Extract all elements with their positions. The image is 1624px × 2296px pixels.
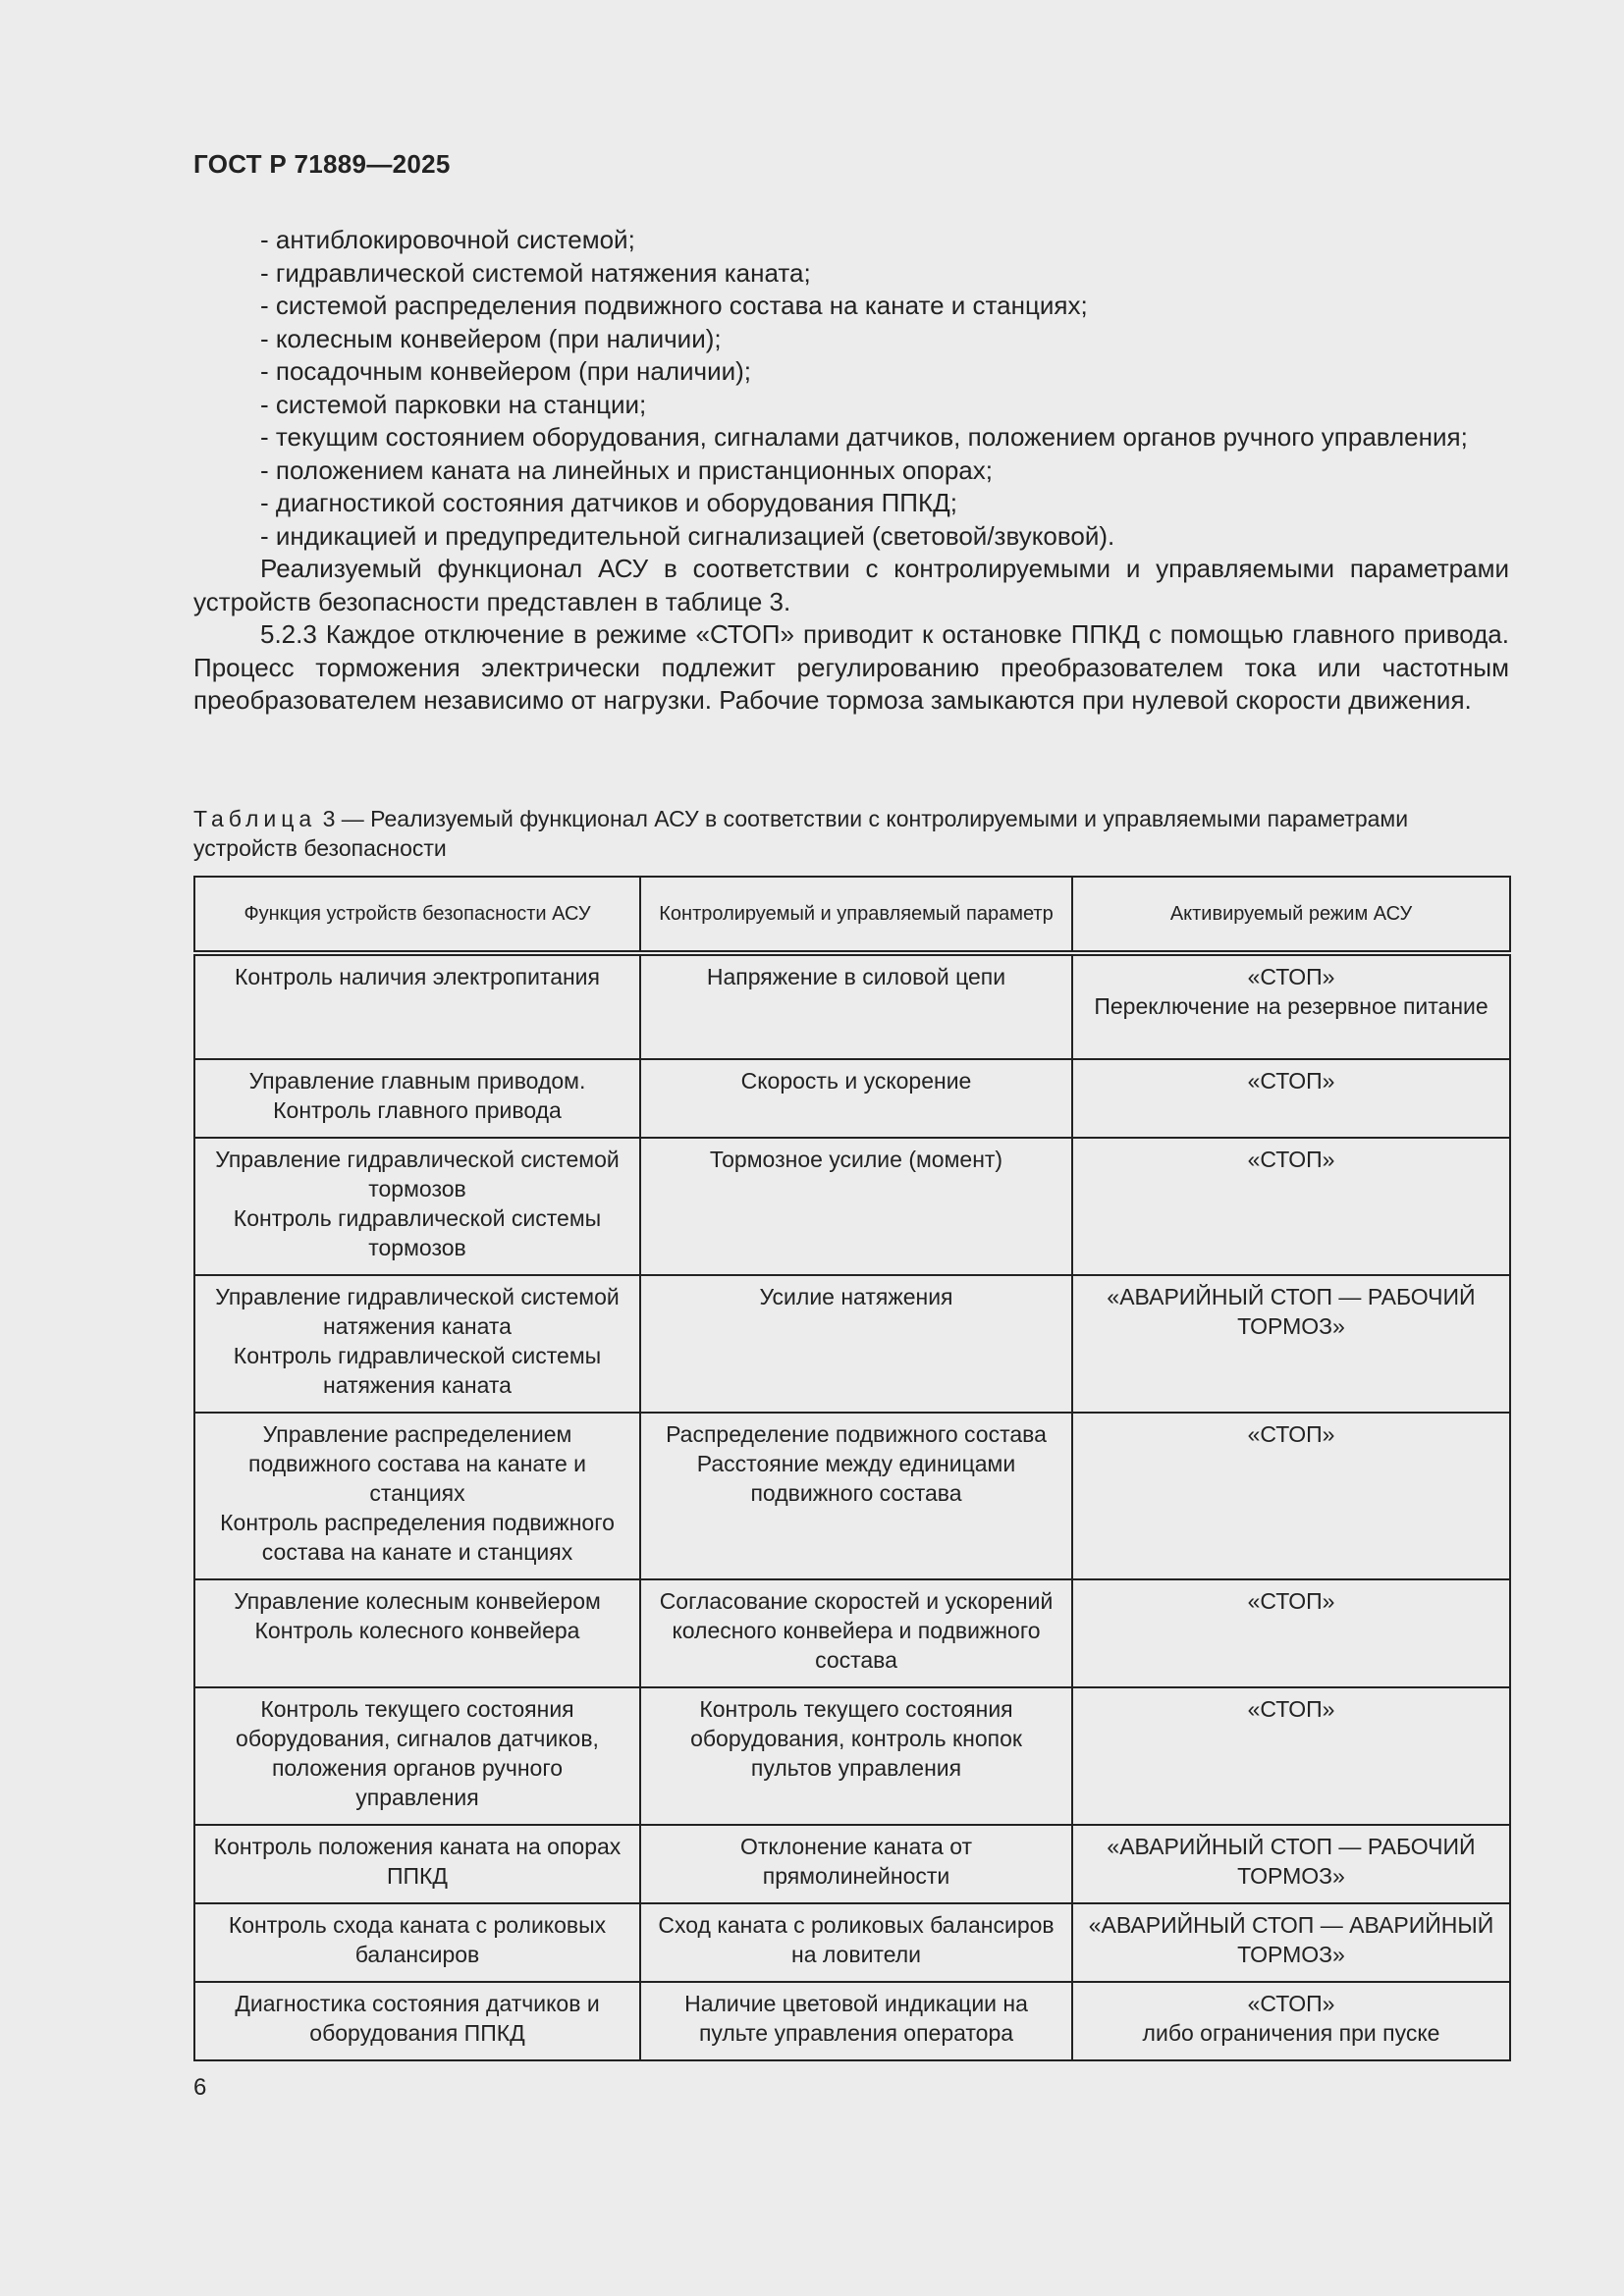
table-row <box>194 1579 1510 1687</box>
cell-line: Управление гидравлической системой натяжения каната <box>215 1284 620 1339</box>
parameter-cell <box>640 1059 1072 1138</box>
function-cell <box>194 1687 640 1825</box>
cell-line: либо ограничения при пуске <box>1142 2020 1440 2046</box>
table-body <box>194 953 1510 2060</box>
cell-line: Контроль гидравлической системы натяжения каната <box>233 1343 602 1398</box>
cell-line: «СТОП» <box>1247 1147 1335 1172</box>
mode-cell <box>1072 1687 1510 1825</box>
cell-line: Управление главным приводом. <box>248 1068 586 1094</box>
function-cell <box>194 953 640 1059</box>
cell-line: Сход каната с роликовых балансиров на ловители <box>658 1912 1055 1967</box>
body-paragraph: - посадочным конвейером (при наличии); <box>260 356 752 386</box>
cell-line: Напряжение в силовой цепи <box>706 964 1006 989</box>
cell-line: Переключение на резервное питание <box>1094 993 1489 1019</box>
cell-line: Контроль текущего состояния оборудования, контроль кнопок пультов управления <box>690 1696 1022 1781</box>
mode-cell <box>1072 1138 1510 1275</box>
cell-line: «СТОП» <box>1247 1421 1335 1447</box>
body-paragraph: 5.2.3 Каждое отключение в режиме «СТОП» приводит к остановке ППКД с помощью главного привода. Процесс торможения электрически подлежит регулированию преобразователем тока или частотным преобразователем независимо от нагрузки. Рабочие тормоза замыкаются при нулевой скорости движения. <box>193 619 1509 715</box>
parameter-cell <box>640 1275 1072 1413</box>
body-paragraph: - антиблокировочной системой; <box>260 225 635 254</box>
cell-line: «СТОП» <box>1247 1588 1335 1614</box>
table-caption-label: Таблица <box>193 806 317 831</box>
safety-functions-table <box>193 876 1511 2061</box>
parameter-cell <box>640 1138 1072 1275</box>
function-cell <box>194 1982 640 2060</box>
function-cell <box>194 1903 640 1982</box>
body-paragraph: - колесным конвейером (при наличии); <box>260 323 722 353</box>
cell-line: Контроль наличия электропитания <box>235 964 600 989</box>
cell-line: «СТОП» <box>1247 1696 1335 1722</box>
cell-line: «СТОП» <box>1247 1991 1335 2016</box>
cell-line: Управление распределением подвижного состава на канате и станциях <box>248 1421 586 1506</box>
body-text <box>193 224 1509 718</box>
mode-cell <box>1072 1059 1510 1138</box>
body-paragraph: - системой распределения подвижного состава на канате и станциях; <box>260 291 1088 320</box>
cell-line: Скорость и ускорение <box>740 1068 972 1094</box>
function-cell <box>194 1059 640 1138</box>
body-paragraph: - гидравлической системой натяжения каната; <box>260 257 811 288</box>
body-paragraph: - положением каната на линейных и пристанционных опорах; <box>260 454 993 485</box>
table-row <box>194 1413 1510 1579</box>
parameter-cell <box>640 1903 1072 1982</box>
cell-line: Контроль колесного конвейера <box>254 1618 580 1643</box>
table-header-row <box>194 877 1510 953</box>
cell-line: «СТОП» <box>1247 1068 1335 1094</box>
document-code-header: ГОСТ Р 71889—2025 <box>193 149 451 179</box>
cell-line: Усилие натяжения <box>759 1284 953 1309</box>
cell-line: Контроль гидравлической системы тормозов <box>233 1205 602 1260</box>
body-paragraph: - индикацией и предупредительной сигнализацией (световой/звуковой). <box>260 520 1115 551</box>
mode-cell <box>1072 1275 1510 1413</box>
cell-line: Управление гидравлической системой тормозов <box>215 1147 620 1201</box>
cell-line: «СТОП» <box>1247 964 1335 989</box>
table-caption <box>193 804 1509 863</box>
mode-cell <box>1072 1825 1510 1903</box>
cell-line: Распределение подвижного состава <box>666 1421 1047 1447</box>
parameter-cell <box>640 1579 1072 1687</box>
cell-line: «АВАРИЙНЫЙ СТОП — РАБОЧИЙ ТОРМОЗ» <box>1107 1834 1476 1889</box>
cell-line: Расстояние между единицами подвижного состава <box>696 1451 1016 1506</box>
parameter-cell <box>640 1825 1072 1903</box>
header-function: Функция устройств безопасности АСУ <box>194 877 640 953</box>
table-row <box>194 1903 1510 1982</box>
cell-line: Контроль главного привода <box>273 1097 562 1123</box>
body-paragraph: - системой парковки на станции; <box>260 389 647 419</box>
page-number: 6 <box>193 2074 207 2101</box>
table-row <box>194 1825 1510 1903</box>
header-parameter: Контролируемый и управляемый параметр <box>640 877 1072 953</box>
body-paragraph: - текущим состоянием оборудования, сигналами датчиков, положением органов ручного управления; <box>260 422 1468 452</box>
mode-cell <box>1072 1982 1510 2060</box>
parameter-cell <box>640 1982 1072 2060</box>
cell-line: Отклонение каната от прямолинейности <box>739 1834 973 1889</box>
table-row <box>194 1275 1510 1413</box>
cell-line: Диагностика состояния датчиков и оборудования ППКД <box>235 1991 600 2046</box>
header-mode: Активируемый режим АСУ <box>1072 877 1510 953</box>
cell-line: Тормозное усилие (момент) <box>709 1147 1003 1172</box>
cell-line: Согласование скоростей и ускорений колесного конвейера и подвижного состава <box>659 1588 1054 1673</box>
function-cell <box>194 1413 640 1579</box>
table-row <box>194 1687 1510 1825</box>
cell-line: Контроль схода каната с роликовых балансиров <box>228 1912 607 1967</box>
body-paragraph: Реализуемый функционал АСУ в соответствии с контролируемыми и управляемыми параметрами устройств безопасности представлен в таблице 3. <box>193 554 1509 616</box>
parameter-cell <box>640 953 1072 1059</box>
cell-line: «АВАРИЙНЫЙ СТОП — РАБОЧИЙ ТОРМОЗ» <box>1107 1284 1476 1339</box>
function-cell <box>194 1579 640 1687</box>
cell-line: Наличие цветовой индикации на пульте управления оператора <box>684 1991 1028 2046</box>
table-row <box>194 1138 1510 1275</box>
parameter-cell <box>640 1413 1072 1579</box>
table-row <box>194 1059 1510 1138</box>
cell-line: «АВАРИЙНЫЙ СТОП — АВАРИЙНЫЙ ТОРМОЗ» <box>1088 1912 1494 1967</box>
mode-cell <box>1072 1579 1510 1687</box>
cell-line: Контроль положения каната на опорах ППКД <box>213 1834 622 1889</box>
table-caption-text: 3 — Реализуемый функционал АСУ в соответствии с контролируемыми и управляемыми параметрами устройств безопасности <box>193 806 1409 861</box>
table-row <box>194 1982 1510 2060</box>
mode-cell <box>1072 953 1510 1059</box>
cell-line: Контроль текущего состояния оборудования, сигналов датчиков, положения органов ручного управления <box>236 1696 599 1810</box>
mode-cell <box>1072 1413 1510 1579</box>
cell-line: Управление колесным конвейером <box>234 1588 601 1614</box>
function-cell <box>194 1138 640 1275</box>
body-paragraph: - диагностикой состояния датчиков и оборудования ППКД; <box>260 488 957 517</box>
cell-line: Контроль распределения подвижного состава на канате и станциях <box>220 1510 615 1565</box>
mode-cell <box>1072 1903 1510 1982</box>
function-cell <box>194 1825 640 1903</box>
table-row <box>194 953 1510 1059</box>
parameter-cell <box>640 1687 1072 1825</box>
function-cell <box>194 1275 640 1413</box>
